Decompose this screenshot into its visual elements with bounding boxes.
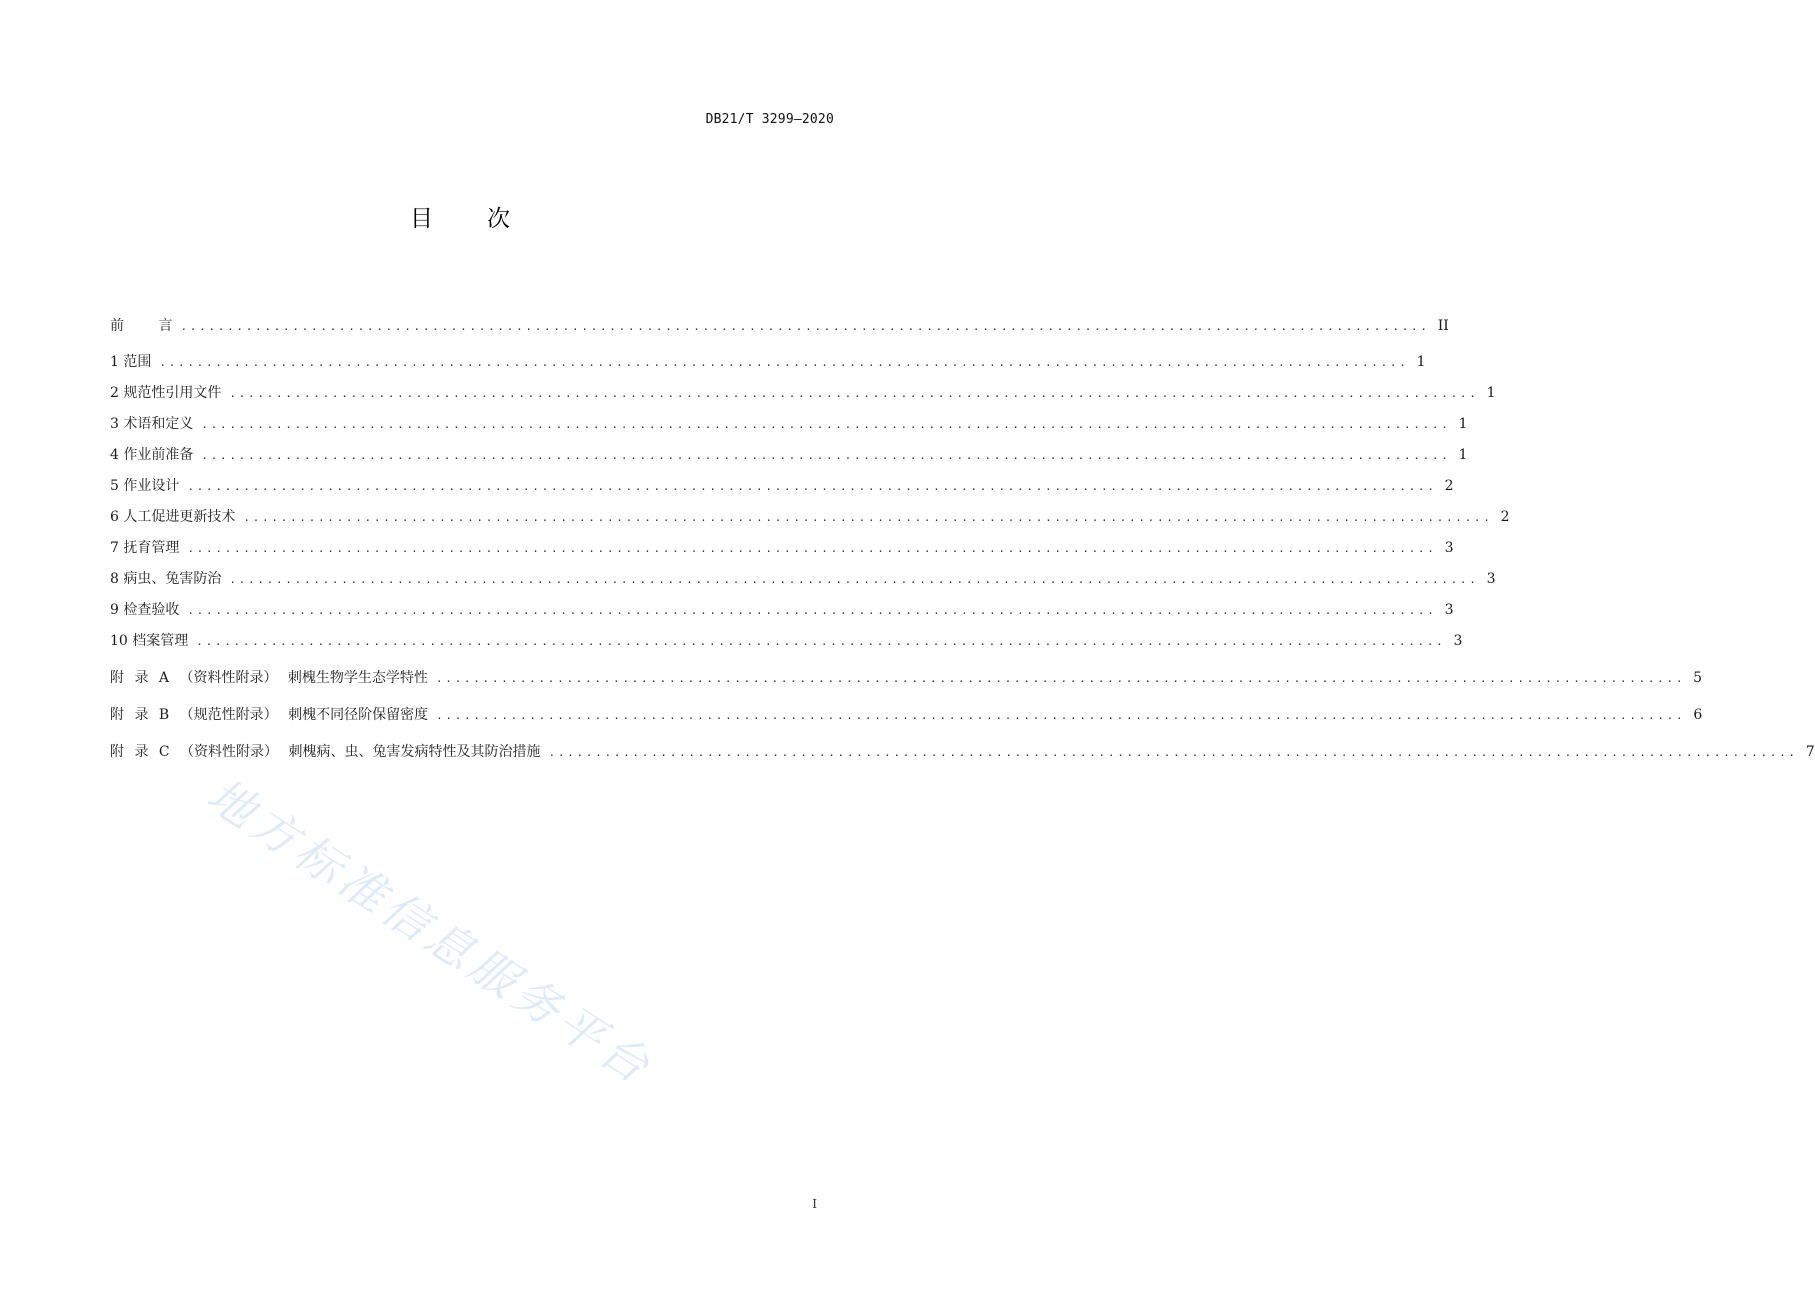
page-number: I xyxy=(812,1197,817,1211)
toc-leader-dots: ...................................................................................................................................... xyxy=(436,709,1686,722)
standard-number: DB21/T 3299—2020 xyxy=(705,112,834,127)
toc-entry-7[interactable] xyxy=(110,537,1454,559)
toc-entry-label: 3 术语和定义 xyxy=(110,416,194,432)
toc-title xyxy=(0,200,920,233)
toc-entry-label: 6 人工促进更新技术 xyxy=(110,509,236,525)
toc-entry-label: 前 言 xyxy=(110,318,173,334)
toc-entry-page: 1 xyxy=(1458,447,1468,463)
toc-entry-label: 附 录 C （资料性附录） 刺槐病、虫、兔害发病特性及其防治措施 xyxy=(110,744,541,760)
toc-entry-page: 1 xyxy=(1458,416,1468,432)
toc-entry-6[interactable] xyxy=(110,506,1510,528)
toc-entry-label: 9 检查验收 xyxy=(110,602,180,618)
toc-leader-dots: ...................................................................................................................................... xyxy=(187,604,1437,617)
toc-entry-page: 5 xyxy=(1693,670,1703,686)
toc-entry-appendix-c[interactable] xyxy=(110,741,1815,763)
toc-entry-label: 5 作业设计 xyxy=(110,478,180,494)
toc-leader-dots: ...................................................................................................................................... xyxy=(187,542,1437,555)
toc-entry-page: 3 xyxy=(1444,540,1454,556)
toc-entry-label: 附 录 B （规范性附录） 刺槐不同径阶保留密度 xyxy=(110,707,429,723)
toc-title-char-1: 目 xyxy=(410,206,433,232)
toc-entry-foreword[interactable] xyxy=(110,315,1449,337)
toc-entry-8[interactable] xyxy=(110,568,1496,590)
toc-leader-dots: ...................................................................................................................................... xyxy=(229,573,1479,586)
toc-leader-dots: ...................................................................................................................................... xyxy=(229,387,1479,400)
toc-leader-dots: ...................................................................................................................................... xyxy=(187,480,1437,493)
toc-entry-label: 8 病虫、兔害防治 xyxy=(110,571,222,587)
toc-entry-label: 1 范围 xyxy=(110,354,152,370)
toc-entry-label: 2 规范性引用文件 xyxy=(110,385,222,401)
toc-leader-dots: ...................................................................................................................................... xyxy=(159,356,1409,369)
toc-entry-page: 2 xyxy=(1500,509,1510,525)
toc-entry-page: 3 xyxy=(1444,602,1454,618)
toc-leader-dots: ...................................................................................................................................... xyxy=(201,418,1451,431)
toc-leader-dots: ...................................................................................................................................... xyxy=(243,511,1493,524)
toc-entry-10[interactable] xyxy=(110,630,1463,652)
toc-entry-2[interactable] xyxy=(110,382,1496,404)
toc-leader-dots: ...................................................................................................................................... xyxy=(435,672,1686,685)
toc-entry-page: II xyxy=(1437,318,1449,334)
toc-entry-label: 4 作业前准备 xyxy=(110,447,194,463)
toc-entry-4[interactable] xyxy=(110,444,1468,466)
toc-entry-label: 10 档案管理 xyxy=(110,633,189,649)
toc-entry-label: 7 抚育管理 xyxy=(110,540,180,556)
toc-leader-dots: ...................................................................................................................................... xyxy=(180,320,1430,333)
toc-entry-3[interactable] xyxy=(110,413,1468,435)
toc-leader-dots: ...................................................................................................................................... xyxy=(196,635,1446,648)
toc-entry-appendix-b[interactable] xyxy=(110,704,1703,726)
toc-entry-page: 6 xyxy=(1693,707,1703,723)
toc-leader-dots: ...................................................................................................................................... xyxy=(201,449,1451,462)
toc-entry-page: 1 xyxy=(1416,354,1426,370)
toc-entry-page: 7 xyxy=(1805,744,1815,760)
toc-title-char-2: 次 xyxy=(487,206,510,232)
toc-entry-1[interactable] xyxy=(110,351,1426,373)
toc-entry-page: 1 xyxy=(1486,385,1496,401)
toc-entry-5[interactable] xyxy=(110,475,1454,497)
toc-entry-label: 附 录 A （资料性附录） 刺槐生物学生态学特性 xyxy=(110,670,428,686)
toc-entry-page: 2 xyxy=(1444,478,1454,494)
toc-entry-page: 3 xyxy=(1486,571,1496,587)
watermark: 地方标准信息服务平台 xyxy=(197,767,664,1097)
toc-entry-page: 3 xyxy=(1453,633,1463,649)
toc-leader-dots: ...................................................................................................................................... xyxy=(548,746,1798,759)
toc-entry-appendix-a[interactable] xyxy=(110,667,1703,689)
toc-entry-9[interactable] xyxy=(110,599,1454,621)
